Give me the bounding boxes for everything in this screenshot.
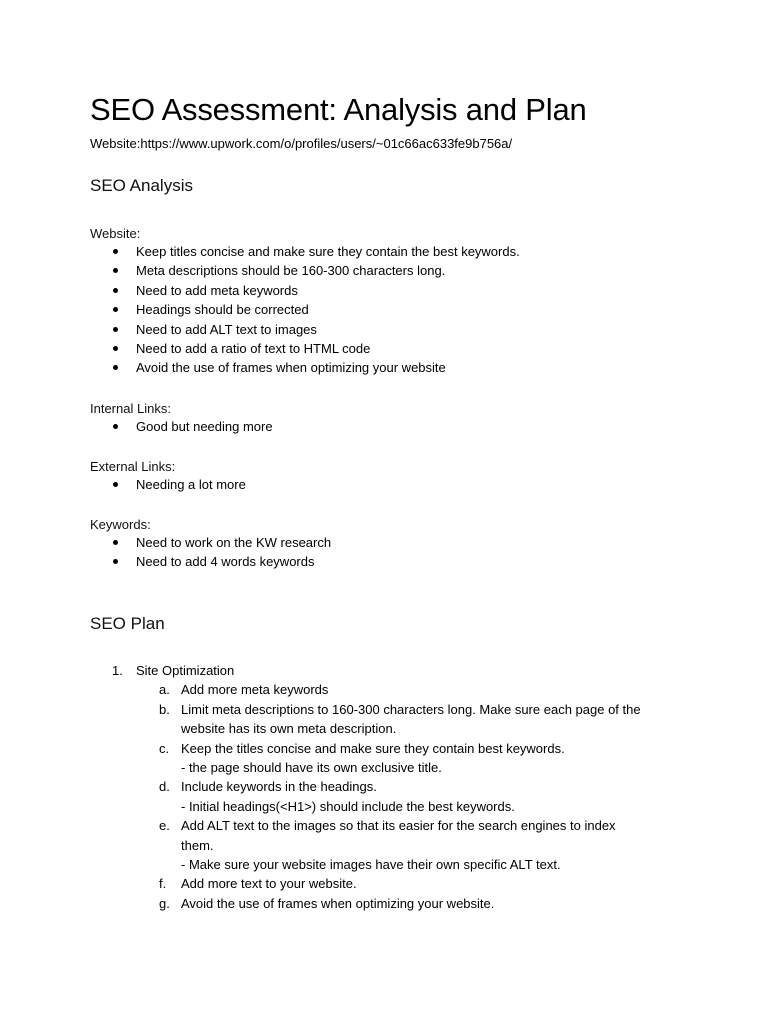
subitem-letter: g.	[159, 895, 170, 911]
subitem-text: Keep the titles concise and make sure they contain best keywords.	[181, 740, 565, 756]
seo-analysis-heading: SEO Analysis	[90, 176, 193, 195]
subitem-text: Add ALT text to the images so that its easier for the search engines to index them.	[181, 818, 616, 853]
subitem-letter: b.	[159, 701, 170, 717]
plan-subitem	[136, 700, 641, 739]
internal-links-label: Internal Links:	[90, 401, 171, 416]
subitem-letter: a.	[159, 682, 170, 698]
plan-item-number: 1.	[112, 663, 123, 678]
document-title: SEO Assessment: Analysis and Plan	[90, 92, 587, 127]
list-item: Need to add ALT text to images	[90, 320, 520, 339]
subitem-text: Include keywords in the headings.	[181, 779, 377, 795]
list-item: Need to work on the KW research	[90, 533, 331, 552]
seo-plan-heading: SEO Plan	[90, 614, 165, 633]
keywords-list	[90, 533, 331, 572]
list-item: Need to add meta keywords	[90, 281, 520, 300]
list-item: Avoid the use of frames when optimizing your website	[90, 358, 520, 377]
subitem-note: - the page should have its own exclusive title.	[181, 760, 442, 776]
plan-subitem	[136, 874, 641, 893]
subitem-note: - Make sure your website images have their own specific ALT text.	[181, 857, 561, 873]
subitem-text: Avoid the use of frames when optimizing your website.	[181, 895, 495, 911]
keywords-label: Keywords:	[90, 517, 151, 532]
plan-subitem	[136, 739, 641, 778]
plan-subitem	[136, 680, 641, 699]
plan-item-text: Site Optimization	[136, 663, 235, 678]
seo-plan-list	[90, 661, 641, 913]
list-item: Need to add a ratio of text to HTML code	[90, 339, 520, 358]
external-links-list	[90, 475, 246, 494]
list-item: Need to add 4 words keywords	[90, 552, 331, 571]
plan-subitem	[136, 894, 641, 913]
plan-subitem	[136, 777, 641, 816]
subitem-note: - Initial headings(<H1>) should include the best keywords.	[181, 798, 515, 814]
subitem-text: Add more text to your website.	[181, 876, 357, 892]
list-item: Needing a lot more	[90, 475, 246, 494]
subitem-text: Limit meta descriptions to 160-300 characters long. Make sure each page of the website has its own meta description.	[181, 701, 641, 737]
list-item: Headings should be corrected	[90, 300, 520, 319]
plan-item	[90, 661, 641, 913]
website-label: Website:	[90, 226, 141, 241]
subitem-letter: f.	[159, 876, 167, 892]
subitem-text: Add more meta keywords	[181, 682, 329, 698]
list-item: Keep titles concise and make sure they contain the best keywords.	[90, 242, 520, 261]
internal-links-list	[90, 417, 273, 436]
external-links-label: External Links:	[90, 459, 176, 474]
website-issues-list	[90, 242, 520, 378]
subitem-letter: d.	[159, 779, 170, 795]
website-url-line: Website:https://www.upwork.com/o/profiles/users/~01c66ac633fe9b756a/	[90, 136, 513, 151]
subitem-letter: e.	[159, 818, 170, 834]
subitem-letter: c.	[159, 740, 170, 756]
plan-subitem	[136, 816, 641, 874]
list-item: Meta descriptions should be 160-300 characters long.	[90, 261, 520, 280]
plan-subitems	[136, 680, 641, 913]
list-item: Good but needing more	[90, 417, 273, 436]
